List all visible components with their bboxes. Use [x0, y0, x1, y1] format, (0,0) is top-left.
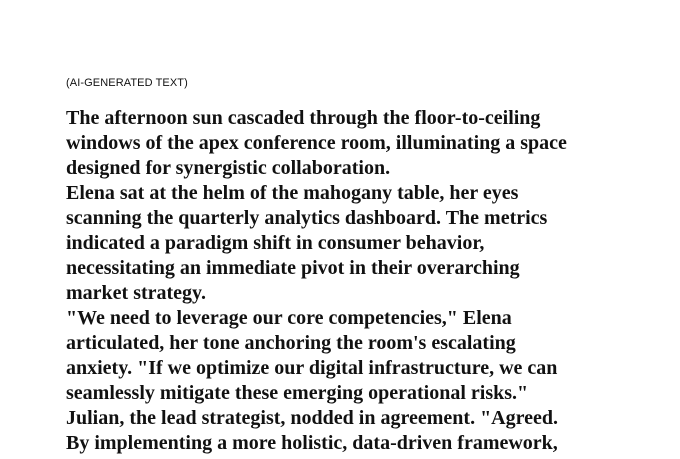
text-line: designed for synergistic collaboration. — [66, 157, 391, 179]
text-line: Elena sat at the helm of the mahogany table, her eyes — [66, 182, 519, 204]
text-line: scanning the quarterly analytics dashboard. The metrics — [66, 207, 548, 229]
text-line: "We need to leverage our core competencies," Elena — [66, 307, 512, 329]
text-line: articulated, her tone anchoring the room's escalating — [66, 332, 516, 354]
text-line: necessitating an immediate pivot in their overarching — [66, 257, 520, 279]
text-line: windows of the apex conference room, illuminating a space — [66, 132, 567, 154]
text-line: market strategy. — [66, 282, 206, 304]
text-line: seamlessly mitigate these emerging operational risks." — [66, 382, 529, 404]
text-line: By implementing a more holistic, data-driven framework, — [66, 432, 558, 454]
text-line: Julian, the lead strategist, nodded in agreement. "Agreed. — [66, 407, 559, 429]
story-text — [66, 106, 676, 456]
text-line: The afternoon sun cascaded through the floor-to-ceiling — [66, 107, 541, 129]
text-line: anxiety. "If we optimize our digital infrastructure, we can — [66, 357, 558, 379]
text-line: indicated a paradigm shift in consumer behavior, — [66, 232, 485, 254]
ai-generated-label: (AI-GENERATED TEXT) — [66, 77, 188, 89]
